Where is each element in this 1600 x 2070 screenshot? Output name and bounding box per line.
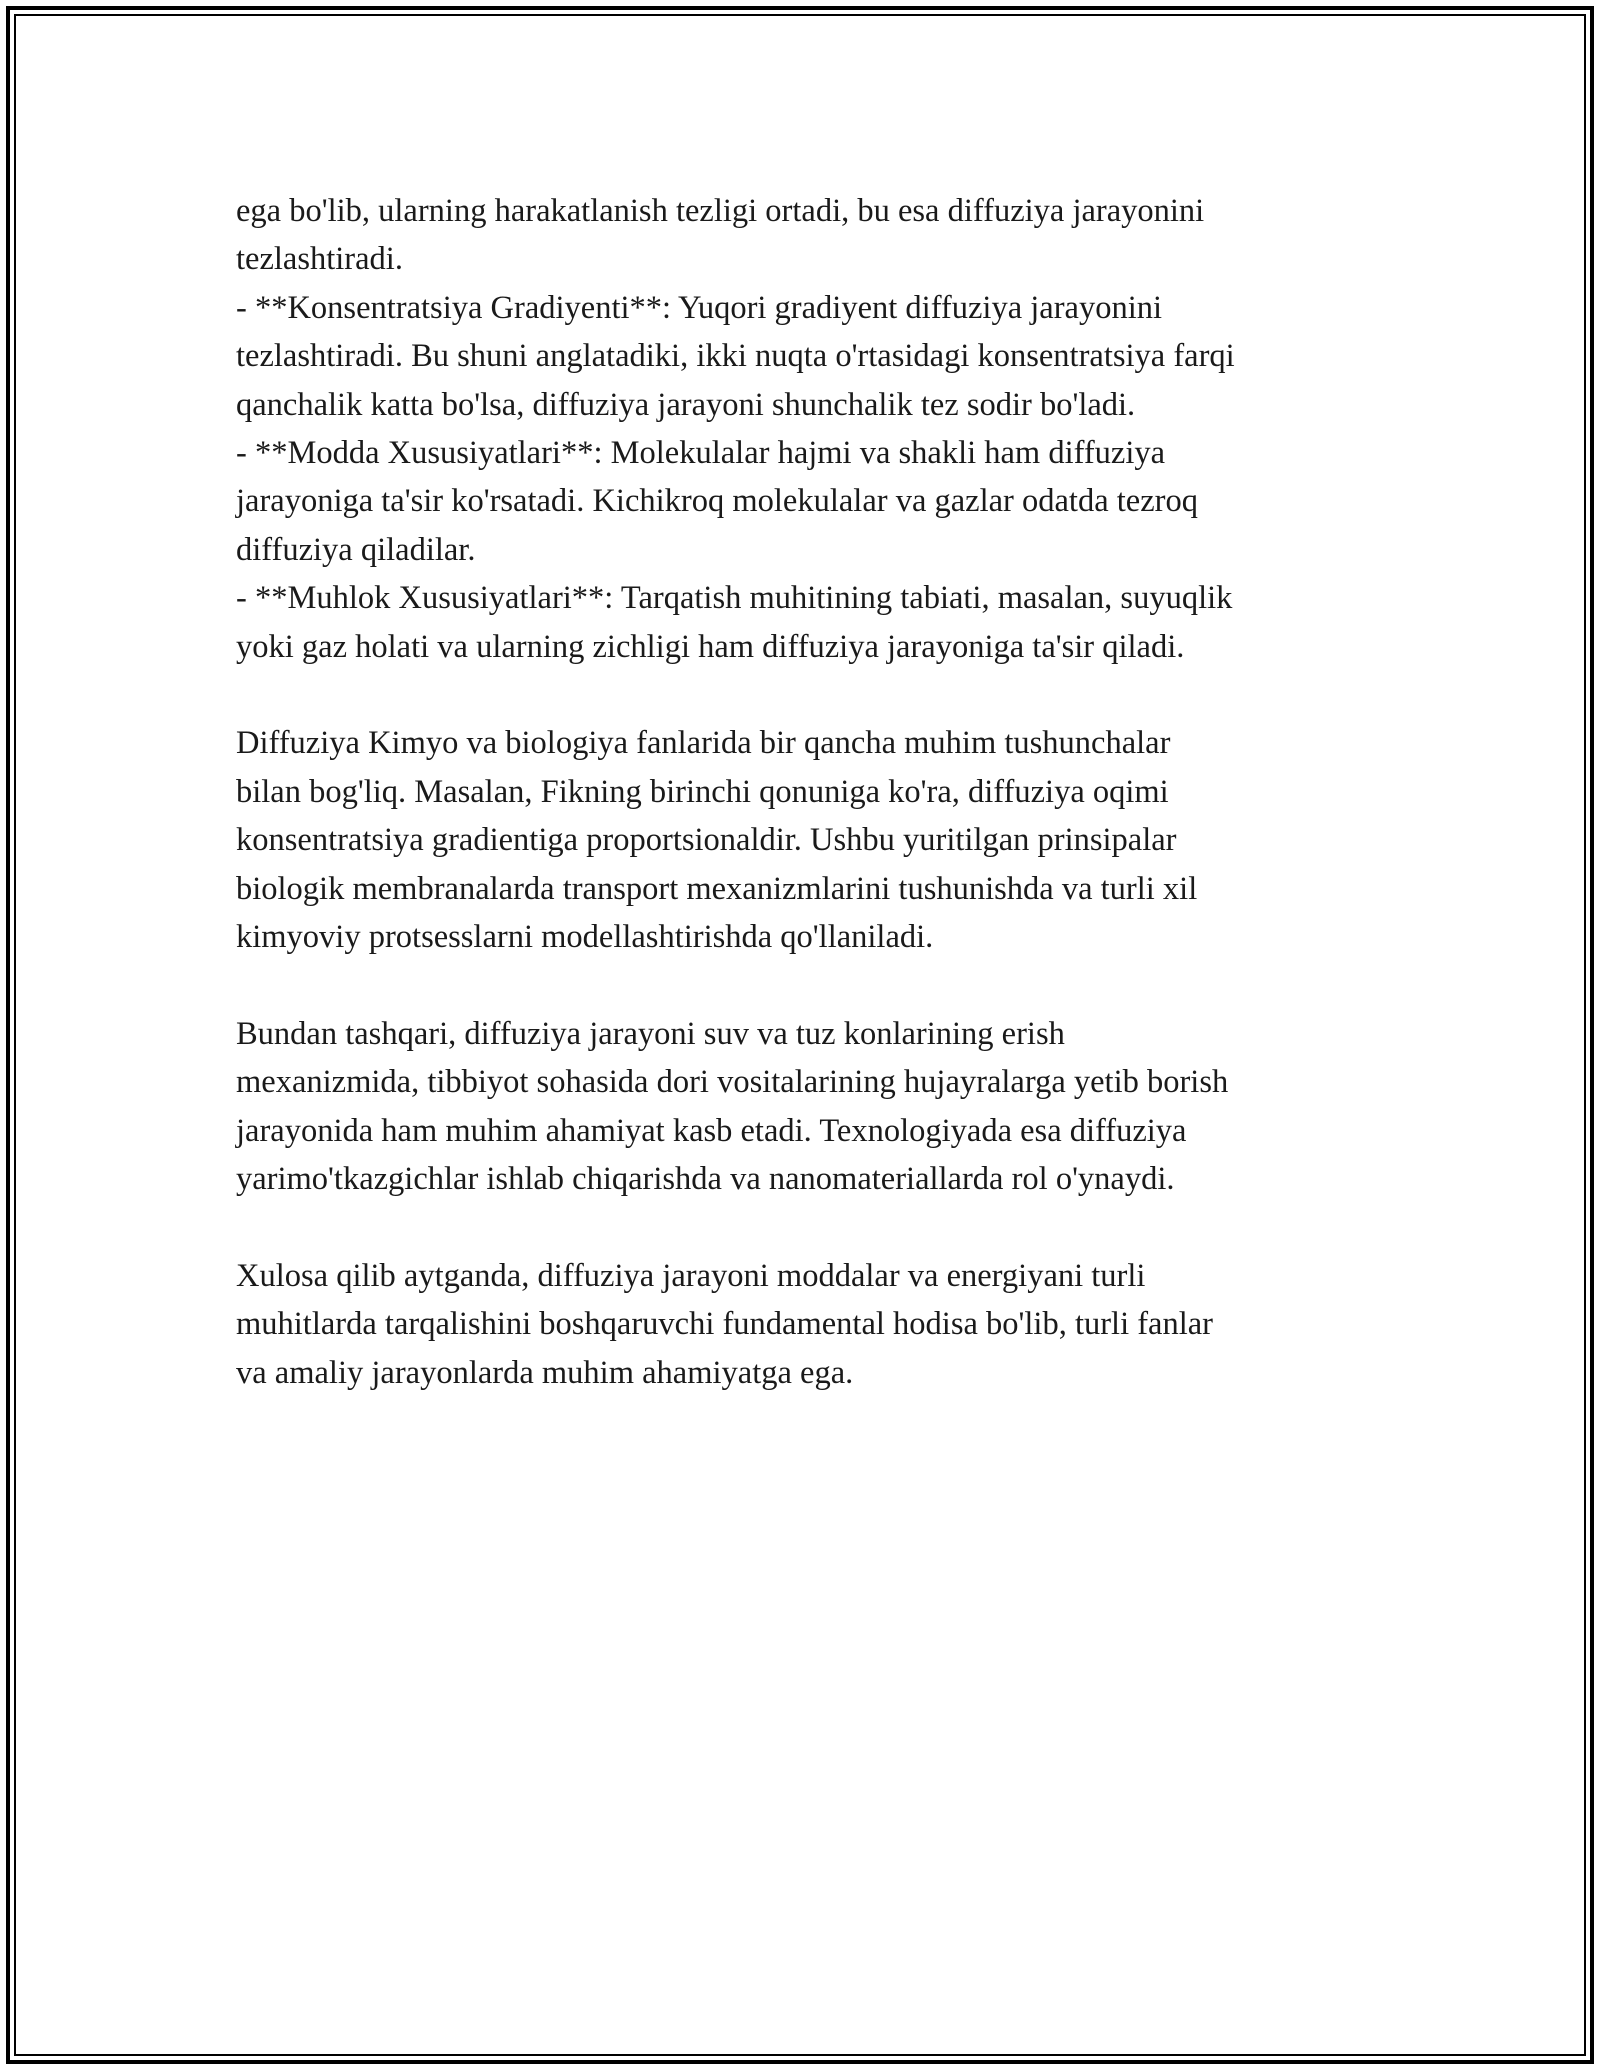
text-line: tezlashtiradi. (236, 241, 403, 278)
text-line: biologik membranalarda transport mexanizmlarini tushunishda va turli xil (236, 870, 1198, 907)
paragraph-spacer (236, 1204, 1396, 1252)
text-line: ega bo'lib, ularning harakatlanish tezligi ortadi, bu esa diffuziya jarayonini (236, 193, 1205, 229)
paragraph-conclusion (236, 1252, 1396, 1397)
text-line: bilan bog'liq. Masalan, Fikning birinchi qonuniga ko'ra, diffuziya oqimi (236, 773, 1169, 810)
text-line: - **Muhlok Xususiyatlari**: Tarqatish muhitining tabiati, masalan, suyuqlik (236, 580, 1233, 617)
text-line: yarimo'tkazgichlar ishlab chiqarishda va nanomateriallarda rol o'ynaydi. (236, 1161, 1175, 1198)
text-line: qanchalik katta bo'lsa, diffuziya jarayoni shunchalik tez sodir bo'ladi. (236, 386, 1136, 423)
text-line: konsentratsiya gradientiga proportsionaldir. Ushbu yuritilgan prinsipalar (236, 822, 1177, 859)
text-line: mexanizmida, tibbiyot sohasida dori vositalarining hujayralarga yetib borish (236, 1064, 1229, 1101)
text-line: - **Modda Xususiyatlari**: Molekulalar hajmi va shakli ham diffuziya (236, 435, 1166, 472)
text-line: Diffuziya Kimyo va biologiya fanlarida bir qancha muhim tushunchalar (236, 725, 1171, 762)
text-line: kimyoviy protsesslarni modellashtirishda qo'llaniladi. (236, 919, 934, 956)
paragraph-spacer (236, 961, 1396, 1009)
document-body (236, 187, 1396, 1397)
text-line: jarayonida ham muhim ahamiyat kasb etadi. Texnologiyada esa diffuziya (236, 1112, 1187, 1149)
text-line: muhitlarda tarqalishini boshqaruvchi fundamental hodisa bo'lib, turli fanlar (236, 1306, 1213, 1343)
paragraph-spacer (236, 671, 1396, 719)
text-line: Bundan tashqari, diffuziya jarayoni suv va tuz konlarining erish (236, 1015, 1065, 1052)
text-line: diffuziya qiladilar. (236, 531, 476, 568)
paragraph-fick-law (236, 719, 1396, 961)
text-line: va amaliy jarayonlarda muhim ahamiyatga ega. (236, 1354, 854, 1391)
text-line: yoki gaz holati va ularning zichligi ham diffuziya jarayoniga ta'sir qiladi. (236, 628, 1185, 665)
text-line: Xulosa qilib aytganda, diffuziya jarayoni moddalar va energiyani turli (236, 1257, 1146, 1294)
paragraph-properties-list (236, 187, 1396, 671)
paragraph-applications (236, 1010, 1396, 1204)
text-line: tezlashtiradi. Bu shuni anglatadiki, ikki nuqta o'rtasidagi konsentratsiya farqi (236, 338, 1235, 375)
text-line: - **Konsentratsiya Gradiyenti**: Yuqori gradiyent diffuziya jarayonini (236, 289, 1163, 326)
text-line: jarayoniga ta'sir ko'rsatadi. Kichikroq molekulalar va gazlar odatda tezroq (236, 483, 1198, 520)
